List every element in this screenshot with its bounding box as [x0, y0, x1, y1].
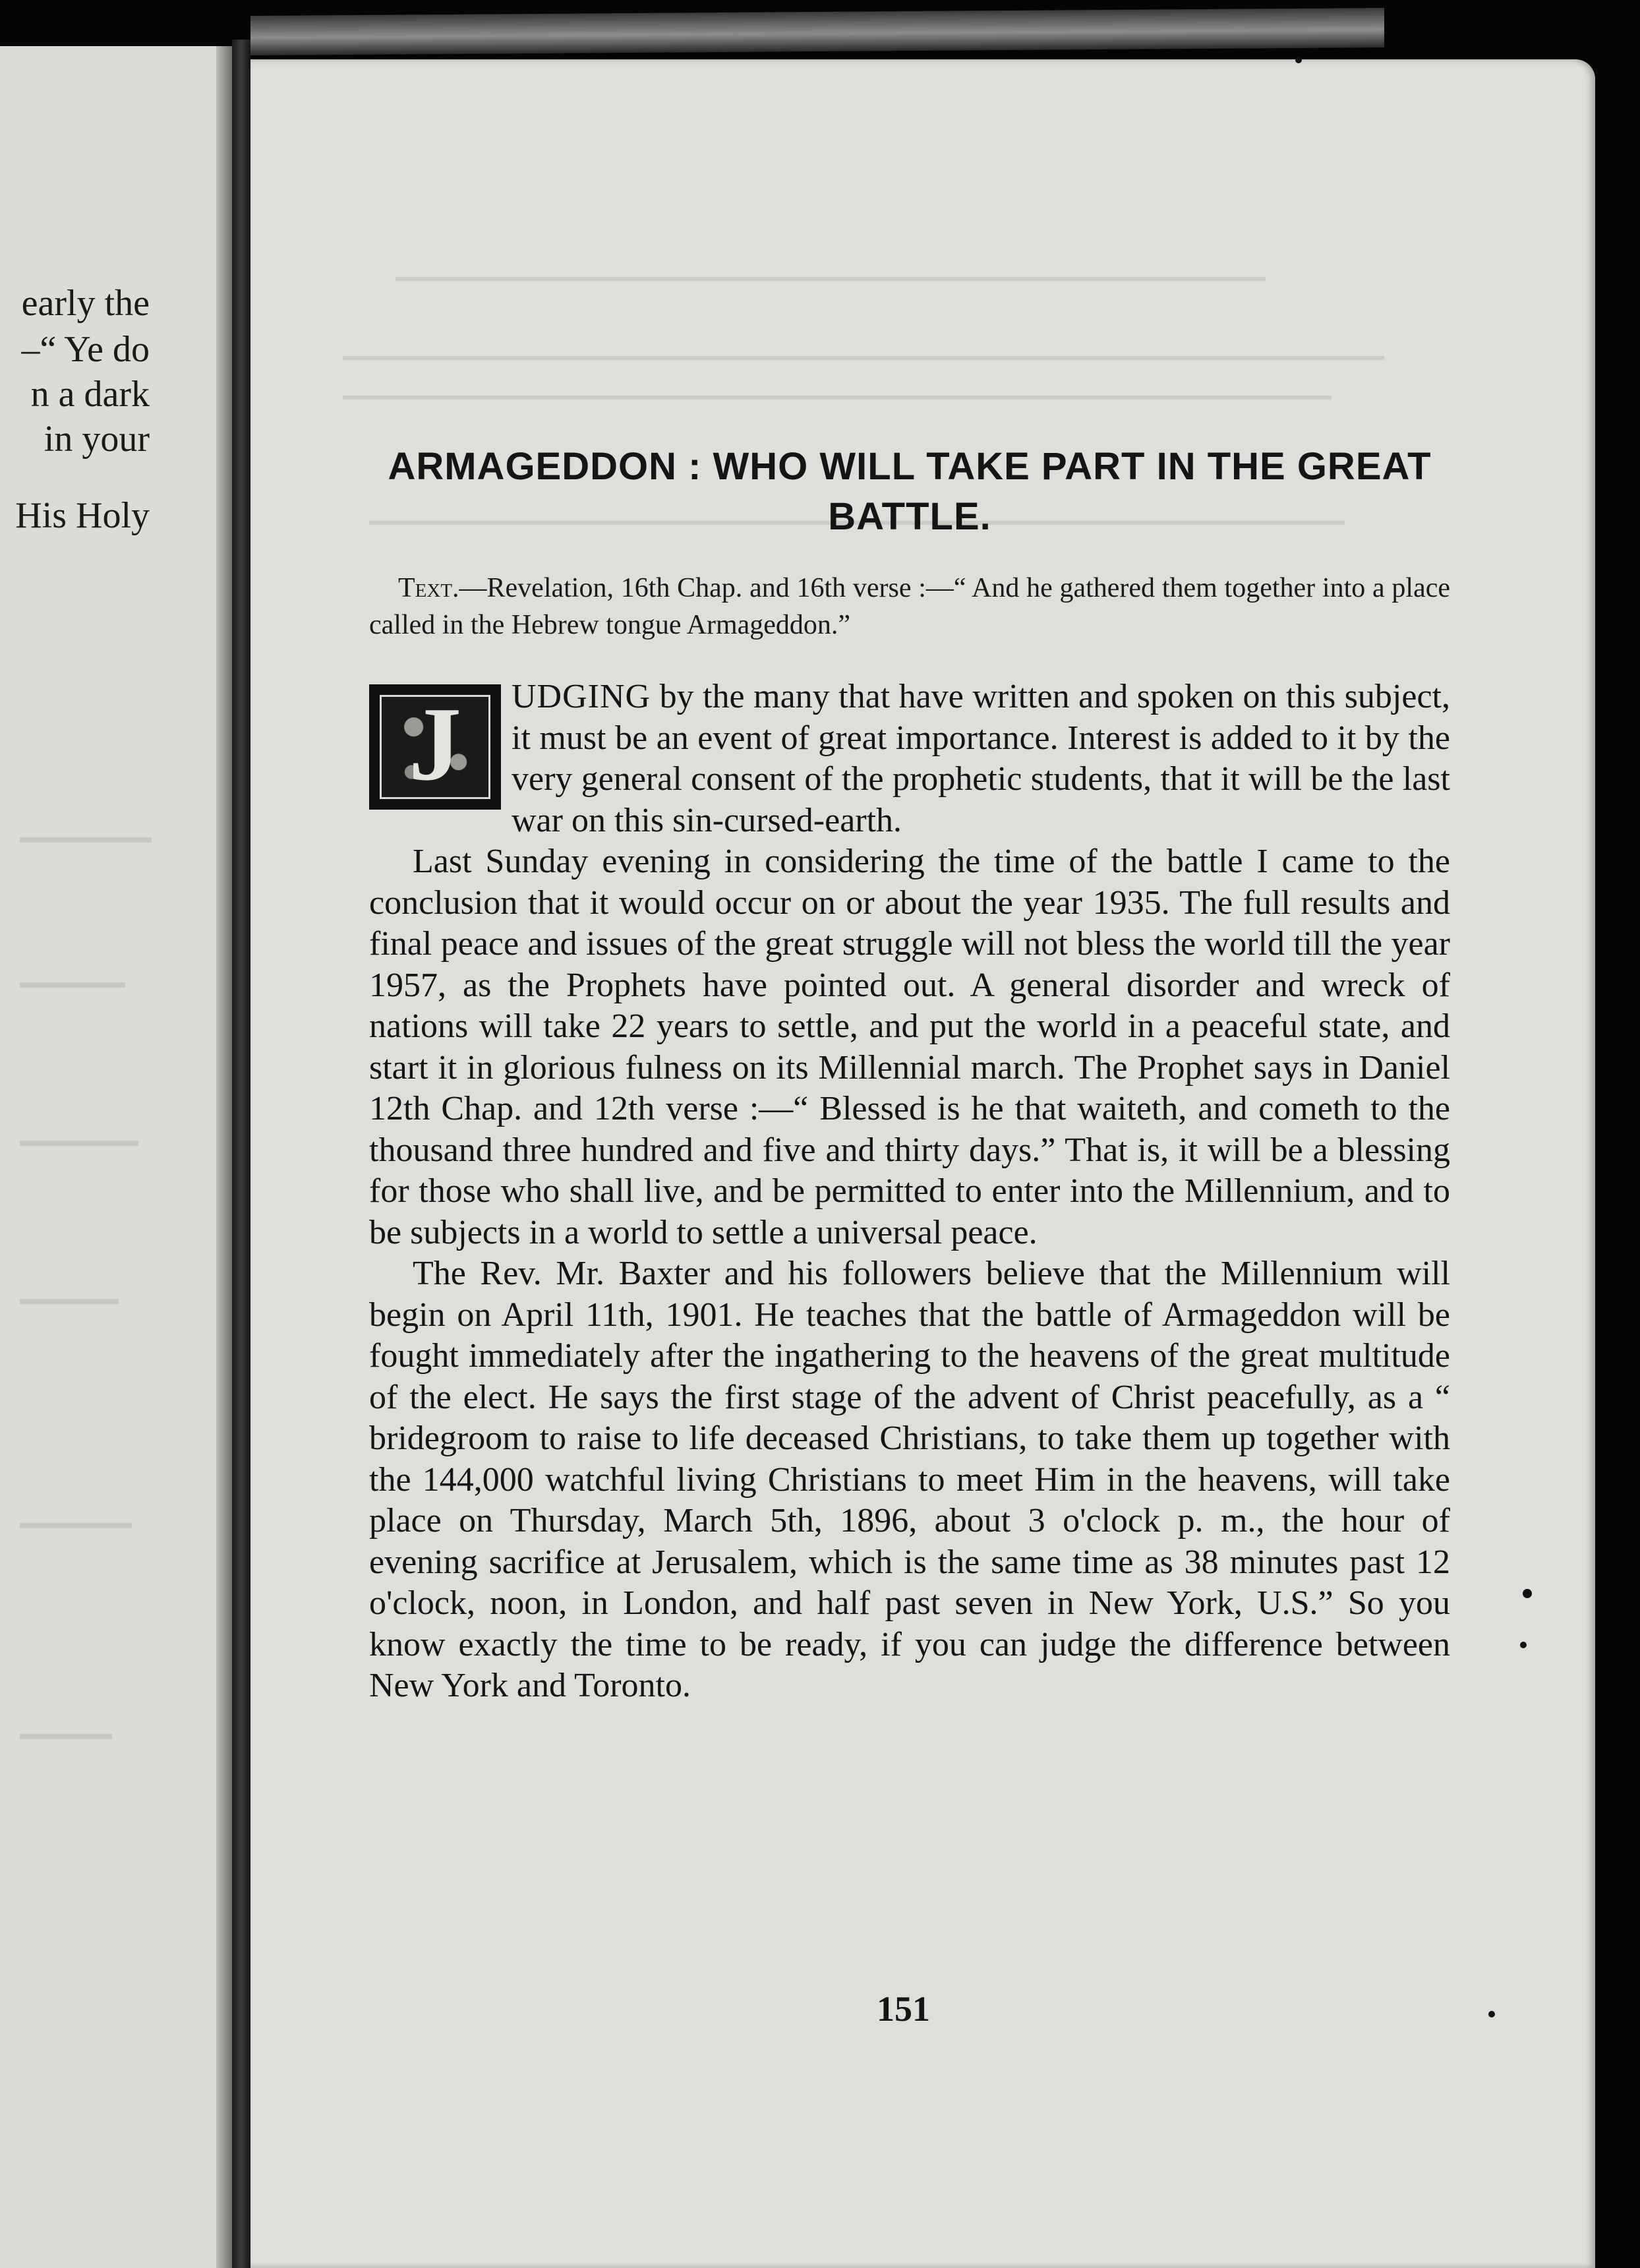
- bleed-mark: [20, 982, 125, 988]
- left-page-edge: [216, 46, 232, 2268]
- scripture-reference: [369, 570, 1450, 643]
- chapter-title: ARMAGEDDON : WHO WILL TAKE PART IN THE GREAT BATTLE.: [388, 445, 1432, 538]
- drop-cap-letter: J: [409, 685, 461, 802]
- paragraph-3: The Rev. Mr. Baxter and his followers believe that the Millennium will begin on April 11th, 1901. He teaches that the battle of Armageddon will be fought immediately after the ingathering to the heavens of the great multitude of the elect. He says the first stage of the advent of Christ peacefully, as a “ bridegroom to raise to life deceased Christians, to take them up together with the 144,000 watchful living Christians to meet Him in the heavens, will take place on Thursday, March 5th, 1896, about 3 o'clock p. m., the hour of evening sacrifice at Jerusalem, which is the same time as 38 minutes past 12 o'clock, noon, in London, and half past seven in New York, U.S.” So you know exactly the time to be ready, if you can judge the difference between New York and Toronto.: [369, 1255, 1450, 1704]
- left-page-line: n a dark: [30, 374, 150, 415]
- bleed-mark: [20, 1734, 112, 1739]
- scan-speck: [1295, 57, 1302, 63]
- scripture-label: Text.: [398, 573, 459, 603]
- drop-cap-word: UDGING: [512, 678, 651, 715]
- page-number: 151: [877, 1989, 930, 2029]
- ornamental-drop-cap: [369, 684, 501, 810]
- left-page-line: –“ Ye do: [21, 329, 150, 370]
- book-spine: [232, 40, 250, 2268]
- left-page-line: in your: [44, 419, 150, 460]
- scan-speck: [1488, 2011, 1495, 2017]
- bleed-mark: [20, 1299, 119, 1304]
- paragraph-1: [369, 676, 1450, 841]
- paragraph-1-text: by the many that have written and spoken on this subject, it must be an event of great importance. Interest is added to it by the very general consent of the prophetic students, that it will be the last war on this sin-cursed-earth.: [512, 678, 1450, 839]
- bleed-through-mark: [395, 277, 1266, 281]
- bleed-mark: [20, 837, 152, 843]
- paragraph-2: Last Sunday evening in considering the time of the battle I came to the conclusion that it would occur on or about the year 1935. The full results and final peace and issues of the great struggle will not bless the world till the year 1957, as the Prophets have pointed out. A general disorder and wreck of nations will take 22 years to settle, and put the world in a peaceful state, and start it in glorious fulness on its Millennial march. The Prophet says in Daniel 12th Chap. and 12th verse :—“ Blessed is he that waiteth, and cometh to the thousand three hundred and five and thirty days.” That is, it will be a blessing for those who shall live, and be permitted to enter into the Millennium, and to be subjects in a world to settle a universal peace.: [369, 843, 1450, 1251]
- bleed-mark: [20, 1523, 132, 1528]
- bleed-through-mark: [343, 396, 1332, 400]
- page-top-edge: [250, 8, 1384, 55]
- left-page-line: early the: [21, 283, 150, 324]
- scan-speck: [1520, 1642, 1527, 1648]
- scripture-body: —Revelation, 16th Chap. and 16th verse :—“ And he gathered them together into a place called in the Hebrew tongue Armageddon.”: [369, 573, 1450, 640]
- page-content: [369, 442, 1450, 1707]
- scan-speck: [1523, 1589, 1532, 1598]
- bleed-mark: [20, 1141, 138, 1146]
- left-page-line: His Holy: [15, 495, 150, 536]
- body-text: [369, 676, 1450, 1707]
- bleed-through-mark: [343, 356, 1384, 360]
